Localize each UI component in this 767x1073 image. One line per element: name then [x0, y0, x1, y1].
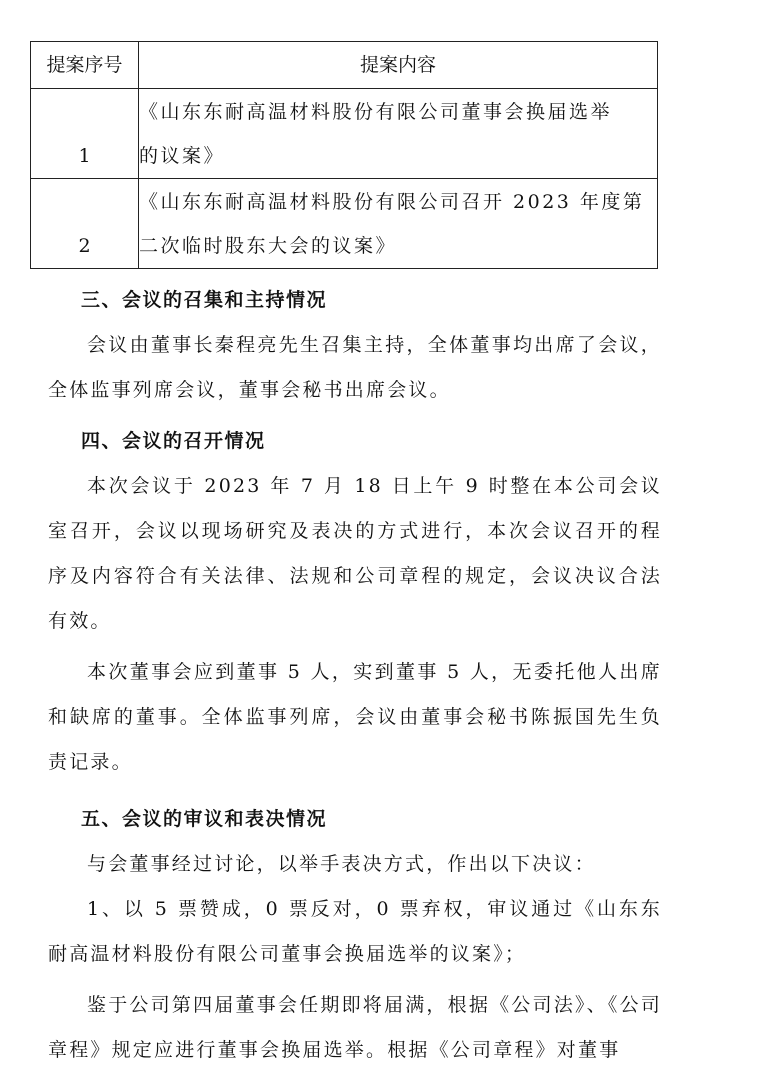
proposal-content: [139, 179, 658, 269]
paragraph-meeting-time: 本次会议于 2023 年 7 月 18 日上午 9 时整在本公司会议室召开，会议以现场研究及表决的方式进行，本次会议召开的程序及内容符合有关法律、法规和公司章程的规定，会议决议合法有效。: [48, 475, 662, 632]
table-row: [31, 179, 658, 269]
table-row: [31, 89, 658, 179]
proposal-content-line: 《山东东耐高温材料股份有限公司董事会换届选举: [139, 101, 613, 123]
proposal-content-line: 的议案》: [139, 145, 226, 167]
table-header-row: [31, 42, 658, 89]
paragraph-convening: 会议由董事长秦程亮先生召集主持，全体董事均出席了会议，全体监事列席会议，董事会秘书出席会议。: [48, 334, 662, 401]
section-heading-voting: 五、会议的审议和表决情况: [81, 808, 328, 830]
proposal-number: 2: [31, 179, 139, 269]
proposal-content-line: 二次临时股东大会的议案》: [139, 235, 398, 257]
paragraph-attendance: 本次董事会应到董事 5 人，实到董事 5 人，无委托他人出席和缺席的董事。全体监事列席，会议由董事会秘书陈振国先生负责记录。: [48, 661, 662, 773]
paragraph-resolution-1: 1、以 5 票赞成，0 票反对，0 票弃权，审议通过《山东东耐高温材料股份有限公司董事会换届选举的议案》；: [48, 898, 662, 965]
section-heading-convening: 三、会议的召集和主持情况: [81, 289, 328, 311]
paragraph-resolution-intro: 与会董事经过讨论，以举手表决方式，作出以下决议：: [87, 853, 596, 875]
proposal-number: 1: [31, 89, 139, 179]
header-proposal-content: 提案内容: [139, 42, 658, 89]
proposal-content-line: 《山东东耐高温材料股份有限公司召开 2023 年度第: [139, 191, 645, 213]
proposal-table: [30, 41, 658, 269]
section-heading-meeting: 四、会议的召开情况: [81, 430, 266, 452]
document-body: [48, 278, 662, 1073]
proposal-content: [139, 89, 658, 179]
paragraph-board-election: 鉴于公司第四届董事会任期即将届满，根据《公司法》、《公司章程》规定应进行董事会换届选举。根据《公司章程》对董事: [48, 994, 662, 1061]
header-proposal-number: 提案序号: [31, 42, 139, 89]
